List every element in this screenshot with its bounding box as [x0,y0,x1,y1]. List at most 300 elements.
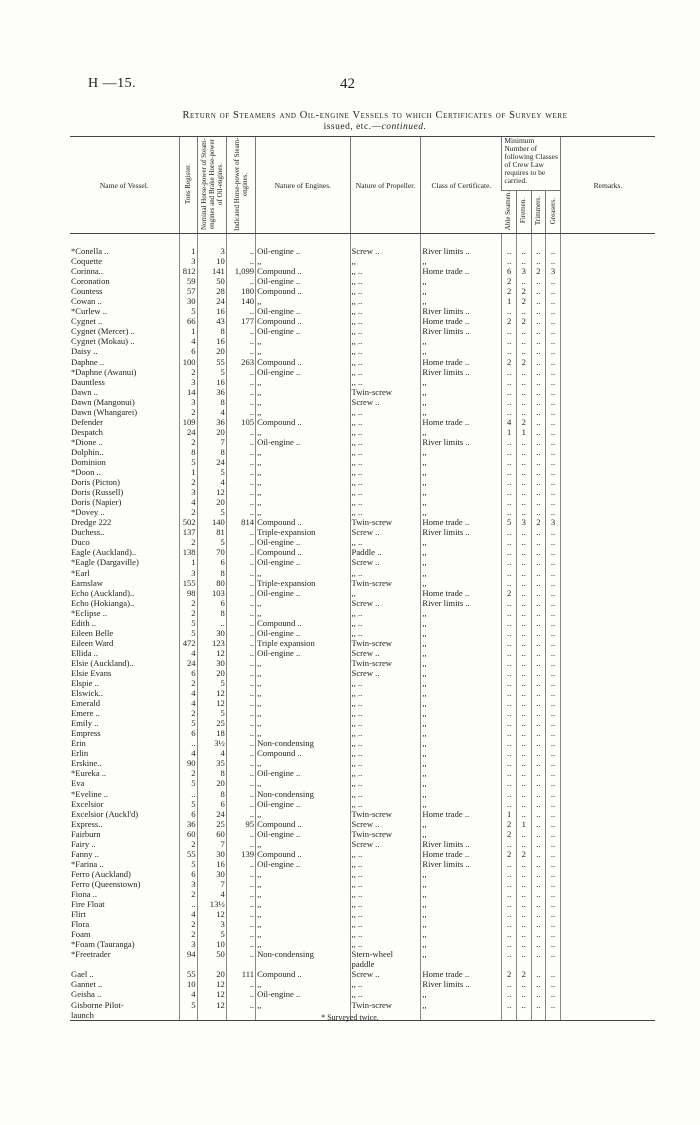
engine-type: ,, [256,387,350,397]
trimmers: .. [531,234,546,257]
firemen: 1 [517,819,532,829]
tons-register: 5 [179,306,197,316]
remarks [560,648,655,658]
tons-register: 5 [179,778,197,788]
firemen: .. [517,758,532,768]
table-row [70,668,655,678]
firemen [517,959,532,969]
certificate-class: ,, [421,407,502,417]
firemen: .. [517,979,532,989]
nominal-hp: 12 [197,979,226,989]
engine-type: Non-condensing [256,949,350,959]
vessel-name: Echo (Auckland).. [71,587,135,598]
trimmers: .. [531,919,546,929]
propeller-type: Screw .. [350,397,421,407]
certificate-class: River limits .. [421,437,502,447]
indicated-hp: .. [226,738,255,748]
remarks [560,377,655,387]
certificate-class: River limits .. [421,234,502,257]
firemen: .. [517,768,532,778]
indicated-hp: .. [226,799,255,809]
engine-type: ,, [256,507,350,517]
vessel-name: *Earl [71,567,90,578]
propeller-type: ,, .. [350,568,421,578]
tons-register: 5 [179,628,197,638]
firemen: .. [517,537,532,547]
trimmers: .. [531,286,546,296]
vessel-name: Elsie Evans [71,667,112,678]
table-row [70,568,655,578]
vessel-name: Dauntless [71,376,105,387]
vessel-name: Echo (Hokianga).. [71,597,135,608]
nominal-hp: 3 [197,919,226,929]
able-seamen: .. [502,778,517,788]
firemen: .. [517,547,532,557]
propeller-type: ,, .. [350,899,421,909]
table-row [70,708,655,718]
vessel-name: Daphne .. [71,356,105,367]
able-seamen: 1 [502,809,517,819]
engine-type: Triple expansion [256,638,350,648]
table-row [70,648,655,658]
tons-register: 1 [179,326,197,336]
nominal-hp: 30 [197,869,226,879]
able-seamen: .. [502,487,517,497]
remarks [560,688,655,698]
certificate-class: ,, [421,698,502,708]
propeller-type: ,, .. [350,497,421,507]
firemen: .. [517,778,532,788]
vessel-name: Ferro (Queenstown) [71,878,141,889]
able-seamen: 2 [502,969,517,979]
remarks [560,979,655,989]
propeller-type: ,, .. [350,879,421,889]
vessel-name: Fiona .. [71,889,98,899]
remarks [560,557,655,567]
tons-register: 6 [179,809,197,819]
trimmers: .. [531,316,546,326]
tons-register: 472 [179,638,197,648]
propeller-type: ,, .. [350,758,421,768]
vessel-name: *Eclipse .. [71,607,108,618]
nominal-hp: 4 [197,748,226,758]
tons-register: 5 [179,618,197,628]
firemen: .. [517,668,532,678]
nominal-hp: 5 [197,708,226,718]
trimmers: .. [531,879,546,889]
nominal-hp: 6 [197,799,226,809]
nominal-hp: 4 [197,889,226,899]
table-row [70,467,655,477]
trimmers: .. [531,608,546,618]
indicated-hp: .. [226,718,255,728]
tons-register: .. [179,899,197,909]
table-row [70,748,655,758]
firemen: .. [517,859,532,869]
propeller-type: ,, .. [350,889,421,899]
greasers: .. [546,638,561,648]
propeller-type: Twin-screw [350,1000,421,1010]
nominal-hp: 5 [197,467,226,477]
engine-type: ,, [256,608,350,618]
tons-register: 137 [179,527,197,537]
tons-register: .. [179,789,197,799]
tons-register: 2 [179,678,197,688]
greasers: .. [546,789,561,799]
firemen: .. [517,809,532,819]
trimmers: .. [531,668,546,678]
greasers: .. [546,437,561,447]
remarks [560,909,655,919]
greasers: .. [546,688,561,698]
firemen: .. [517,929,532,939]
vessel-name: Doris (Russell) [71,487,124,498]
able-seamen: .. [502,1000,517,1010]
nominal-hp: 20 [197,668,226,678]
table-row [70,397,655,407]
greasers: .. [546,467,561,477]
trimmers: .. [531,819,546,829]
vessel-name: Ferro (Auckland) [71,868,131,879]
tons-register: 2 [179,919,197,929]
table-row [70,377,655,387]
certificate-class: Home trade .. [421,588,502,598]
table-row [70,457,655,467]
trimmers: .. [531,638,546,648]
indicated-hp: .. [226,457,255,467]
certificate-class: Home trade .. [421,969,502,979]
nominal-hp: 20 [197,497,226,507]
nominal-hp: 7 [197,839,226,849]
nominal-hp: 70 [197,547,226,557]
certificate-class: ,, [421,738,502,748]
remarks [560,517,655,527]
firemen: .. [517,568,532,578]
nominal-hp: 5 [197,929,226,939]
table-row [70,507,655,517]
engine-type: Oil-engine .. [256,234,350,257]
remarks [560,929,655,939]
table-row [70,738,655,748]
indicated-hp: .. [226,778,255,788]
able-seamen: .. [502,909,517,919]
certificate-class: ,, [421,578,502,588]
nominal-hp: 3½ [197,738,226,748]
table-row [70,778,655,788]
tons-register: 4 [179,909,197,919]
tons-register: 138 [179,547,197,557]
able-seamen: .. [502,367,517,377]
vessel-name: Doris (Picton) [71,477,120,488]
greasers: .. [546,547,561,557]
nominal-hp: 81 [197,527,226,537]
able-seamen: .. [502,799,517,809]
greasers: .. [546,357,561,367]
engine-type: Oil-engine .. [256,306,350,316]
table-row [70,758,655,768]
firemen: .. [517,578,532,588]
firemen: .. [517,698,532,708]
table-title-line2-plain: issued, etc.— [323,122,382,132]
col-header-crew-group: Minimum Number of following Classes of Crew Law requires to be carried. [502,137,560,191]
nominal-hp: 140 [197,517,226,527]
indicated-hp: .. [226,608,255,618]
able-seamen: .. [502,467,517,477]
nominal-hp: 36 [197,417,226,427]
engine-type: Compound .. [256,417,350,427]
vessel-name: *Dione .. [71,436,103,447]
tons-register: 2 [179,437,197,447]
engine-type: Oil-engine .. [256,799,350,809]
tons-register: 66 [179,316,197,326]
able-seamen: .. [502,989,517,999]
indicated-hp: .. [226,537,255,547]
propeller-type: ,, .. [350,407,421,417]
propeller-type: ,, .. [350,266,421,276]
indicated-hp: .. [226,909,255,919]
able-seamen: .. [502,557,517,567]
tons-register: 6 [179,668,197,678]
remarks [560,507,655,517]
tons-register: 2 [179,708,197,718]
table-row [70,256,655,266]
certificate-class: Home trade .. [421,316,502,326]
propeller-type: Twin-screw [350,387,421,397]
certificate-class: ,, [421,718,502,728]
vessel-name: Doris (Napier) [71,497,122,508]
trimmers: .. [531,728,546,738]
remarks [560,738,655,748]
able-seamen: .. [502,728,517,738]
col-header-engines: Nature of Engines. [256,137,350,234]
tons-register: 8 [179,447,197,457]
indicated-hp: .. [226,547,255,557]
nominal-hp: 35 [197,758,226,768]
certificate-class: ,, [421,618,502,628]
propeller-type: Twin-screw [350,829,421,839]
table-row [70,829,655,839]
remarks [560,346,655,356]
engine-type: Triple-expansion [256,527,350,537]
engine-type [256,959,350,969]
remarks [560,829,655,839]
vessel-name: Excelsior [71,798,104,809]
trimmers: .. [531,768,546,778]
greasers: .. [546,708,561,718]
indicated-hp: .. [226,437,255,447]
able-seamen: .. [502,234,517,257]
remarks [560,728,655,738]
tons-register: 2 [179,537,197,547]
firemen: .. [517,467,532,477]
firemen: .. [517,397,532,407]
tons-register: 3 [179,939,197,949]
certificate-class: ,, [421,758,502,768]
firemen: .. [517,557,532,567]
greasers: .. [546,628,561,638]
tons-register: 4 [179,989,197,999]
firemen: 3 [517,266,532,276]
engine-type: ,, [256,256,350,266]
able-seamen: .. [502,477,517,487]
nominal-hp: 20 [197,427,226,437]
indicated-hp: .. [226,638,255,648]
able-seamen: .. [502,698,517,708]
engine-type: ,, [256,668,350,678]
tons-register: 3 [179,377,197,387]
document-code: H —15. [88,76,137,91]
vessel-name: *Conella .. [71,246,109,256]
able-seamen: .. [502,869,517,879]
firemen: .. [517,407,532,417]
propeller-type: ,, [350,256,421,266]
table-title-line2-italic: continued. [381,122,427,132]
greasers: .. [546,668,561,678]
indicated-hp: .. [226,708,255,718]
vessel-name: Dolphin.. [71,446,104,457]
indicated-hp: .. [226,387,255,397]
propeller-type: ,, .. [350,849,421,859]
remarks [560,819,655,829]
able-seamen: .. [502,537,517,547]
indicated-hp: .. [226,507,255,517]
vessel-name: Flora [71,919,90,930]
trimmers: .. [531,477,546,487]
greasers: .. [546,799,561,809]
engine-type: Compound .. [256,547,350,557]
greasers: .. [546,859,561,869]
firemen: .. [517,909,532,919]
tons-register: 6 [179,728,197,738]
vessel-name: Eileen Belle [71,627,114,638]
firemen: .. [517,387,532,397]
greasers: .. [546,889,561,899]
able-seamen: .. [502,949,517,959]
certificate-class: ,, [421,397,502,407]
indicated-hp: .. [226,628,255,638]
propeller-type: ,, .. [350,276,421,286]
trimmers: .. [531,397,546,407]
trimmers: .. [531,869,546,879]
propeller-type: ,, .. [350,306,421,316]
vessel-name: Duchess.. [71,527,105,538]
table-row [70,316,655,326]
indicated-hp: 111 [226,969,255,979]
nominal-hp: 20 [197,778,226,788]
table-row [70,578,655,588]
propeller-type: ,, .. [350,417,421,427]
engine-type: Compound .. [256,969,350,979]
nominal-hp: 10 [197,256,226,266]
propeller-type: ,, [350,588,421,598]
table-row [70,447,655,457]
firemen: .. [517,899,532,909]
certificate-class: River limits .. [421,326,502,336]
vessel-name: Emily .. [71,718,99,729]
certificate-class: ,, [421,748,502,758]
indicated-hp: .. [226,618,255,628]
greasers: .. [546,778,561,788]
greasers: .. [546,819,561,829]
indicated-hp: .. [226,346,255,356]
tons-register: 502 [179,517,197,527]
table-row [70,919,655,929]
trimmers: .. [531,447,546,457]
col-header-firemen: Firemen. [517,190,532,233]
propeller-type: ,, .. [350,537,421,547]
vessel-name: Dawn .. [71,386,98,397]
indicated-hp: .. [226,879,255,889]
indicated-hp: .. [226,768,255,778]
greasers: .. [546,909,561,919]
vessel-name: Edith .. [71,617,97,628]
engine-type: Non-condensing [256,789,350,799]
indicated-hp: 814 [226,517,255,527]
remarks [560,969,655,979]
nominal-hp: 8 [197,608,226,618]
table-row [70,628,655,638]
engine-type: Compound .. [256,618,350,628]
table-row [70,367,655,377]
able-seamen: .. [502,979,517,989]
engine-type: ,, [256,296,350,306]
able-seamen: 2 [502,819,517,829]
able-seamen: .. [502,527,517,537]
trimmers: .. [531,457,546,467]
certificate-class: River limits .. [421,598,502,608]
remarks [560,397,655,407]
greasers: .. [546,839,561,849]
table-row [70,678,655,688]
able-seamen: .. [502,598,517,608]
trimmers: .. [531,658,546,668]
propeller-type: ,, .. [350,628,421,638]
firemen: 2 [517,357,532,367]
engine-type: Compound .. [256,266,350,276]
engine-type: ,, [256,869,350,879]
greasers: .. [546,809,561,819]
trimmers: .. [531,849,546,859]
indicated-hp: 105 [226,417,255,427]
indicated-hp: .. [226,789,255,799]
nominal-hp: 5 [197,678,226,688]
nominal-hp: 103 [197,588,226,598]
vessel-name: Countess [71,286,103,297]
vessel-name: Elsie (Auckland).. [71,657,134,668]
nominal-hp: 8 [197,568,226,578]
indicated-hp: .. [226,809,255,819]
table-row [70,859,655,869]
indicated-hp: .. [226,829,255,839]
greasers: .. [546,698,561,708]
remarks [560,527,655,537]
able-seamen: .. [502,457,517,467]
trimmers: .. [531,537,546,547]
tons-register: 3 [179,487,197,497]
certificate-class: ,, [421,789,502,799]
tons-register: 4 [179,748,197,758]
able-seamen: .. [502,256,517,266]
tons-register: 4 [179,698,197,708]
able-seamen: 2 [502,829,517,839]
table-title-line2 [80,122,670,132]
engine-type: ,, [256,718,350,728]
engine-type: ,, [256,457,350,467]
indicated-hp: .. [226,919,255,929]
vessel-name: Eagle (Auckland).. [71,547,137,558]
tons-register: 36 [179,819,197,829]
tons-register: 109 [179,417,197,427]
